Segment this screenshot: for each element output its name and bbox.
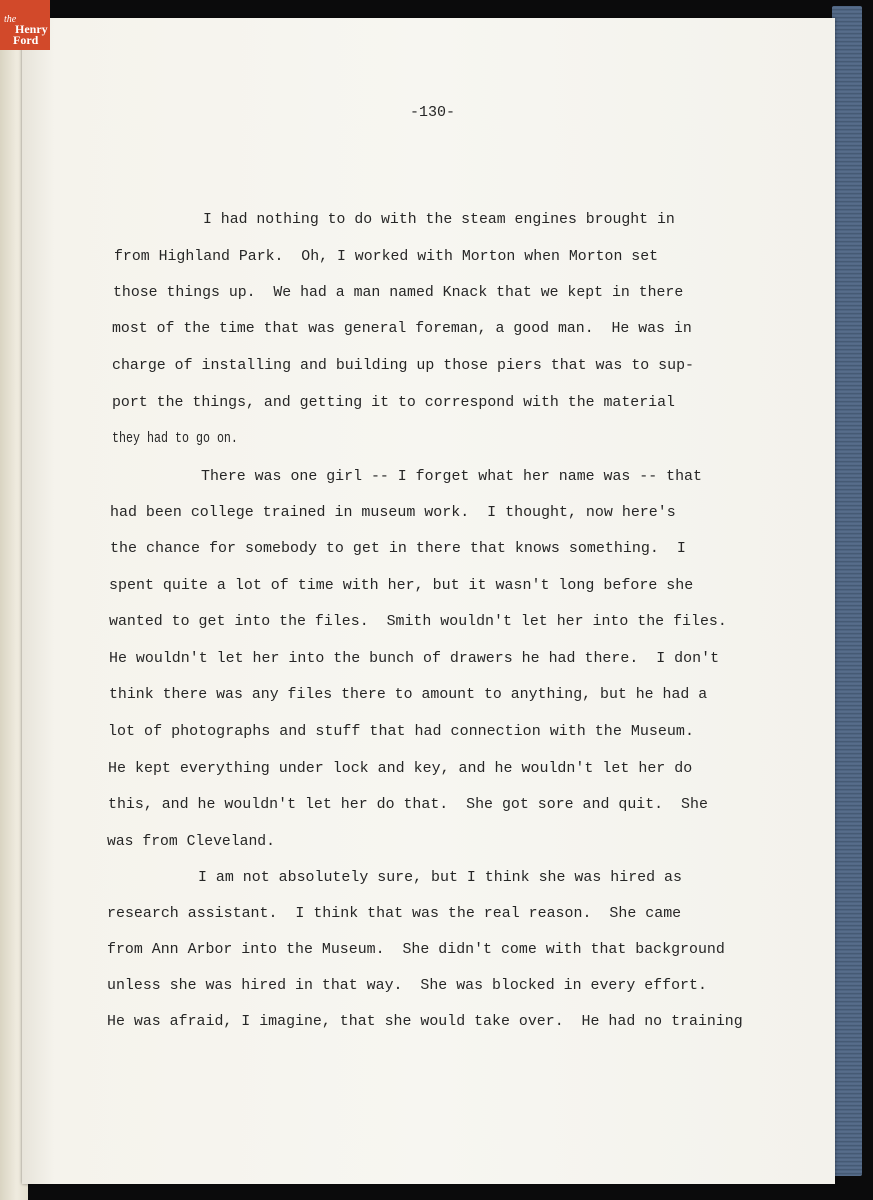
text-line: from Highland Park. Oh, I worked with Morton when Morton set bbox=[114, 249, 659, 265]
text-line: they had to go on. bbox=[112, 431, 238, 447]
text-line: lot of photographs and stuff that had connection with the Museum. bbox=[108, 724, 694, 740]
text-line: those things up. We had a man named Knack that we kept in there bbox=[113, 285, 684, 301]
text-line: think there was any files there to amount to anything, but he had a bbox=[109, 687, 708, 703]
text-line: He wouldn't let her into the bunch of drawers he had there. I don't bbox=[109, 651, 720, 667]
text-line: spent quite a lot of time with her, but it wasn't long before she bbox=[109, 578, 694, 594]
text-line: I had nothing to do with the steam engines brought in bbox=[203, 212, 675, 228]
text-line: research assistant. I think that was the real reason. She came bbox=[107, 906, 682, 922]
text-line: unless she was hired in that way. She was blocked in every effort. bbox=[107, 978, 707, 994]
text-line: the chance for somebody to get in there that knows something. I bbox=[110, 541, 686, 557]
text-line: most of the time that was general foreman, a good man. He was in bbox=[112, 321, 692, 337]
text-line: I am not absolutely sure, but I think she was hired as bbox=[198, 870, 682, 886]
text-line: this, and he wouldn't let her do that. She got sore and quit. She bbox=[108, 797, 708, 813]
text-line: port the things, and getting it to correspond with the material bbox=[112, 395, 676, 411]
text-line: wanted to get into the files. Smith wouldn't let her into the files. bbox=[109, 614, 727, 630]
logo-henry: Henry bbox=[15, 22, 48, 36]
text-line: He kept everything under lock and key, and he wouldn't let her do bbox=[108, 761, 693, 777]
text-line: There was one girl -- I forget what her name was -- that bbox=[201, 469, 702, 485]
text-line: had been college trained in museum work. I thought, now here's bbox=[110, 505, 676, 521]
page-number: -130- bbox=[410, 104, 456, 121]
text-line: charge of installing and building up those piers that was to sup- bbox=[112, 358, 694, 374]
text-line: was from Cleveland. bbox=[107, 834, 275, 850]
text-line: He was afraid, I imagine, that she would take over. He had no training bbox=[107, 1014, 743, 1030]
logo-ford: Ford bbox=[13, 33, 39, 47]
logo-the: the bbox=[4, 14, 17, 25]
text-line: from Ann Arbor into the Museum. She didn't come with that background bbox=[107, 942, 725, 958]
